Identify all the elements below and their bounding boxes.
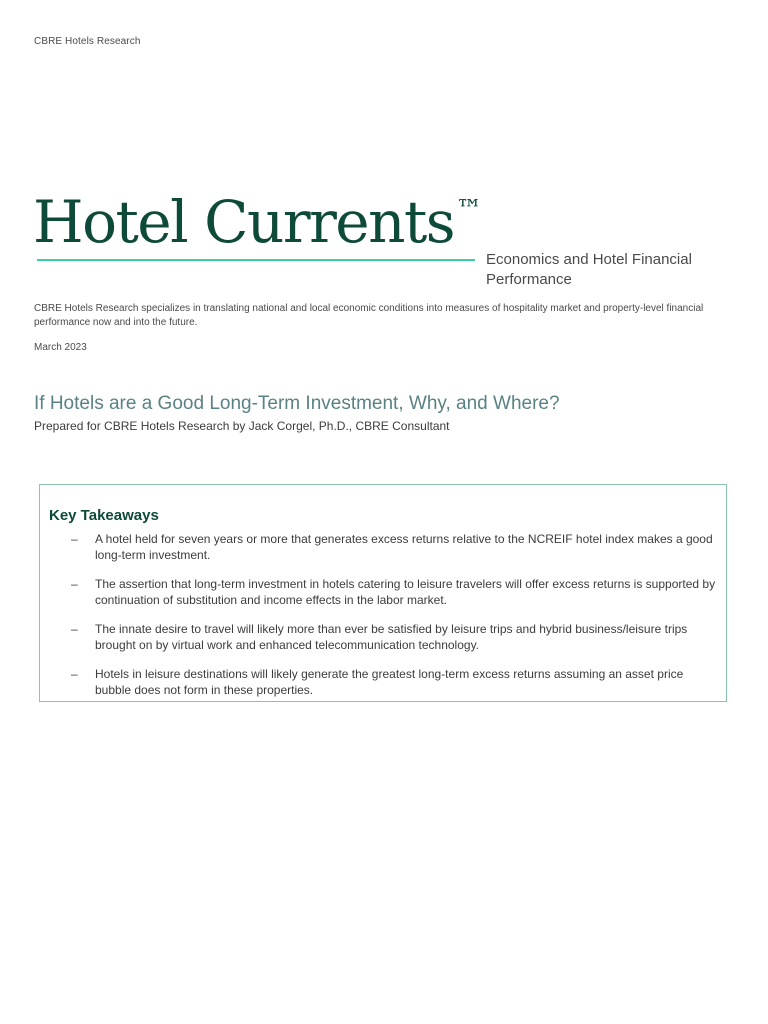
key-takeaways-heading: Key Takeaways [49, 507, 159, 524]
list-item [71, 621, 716, 653]
bullet-dash: – [71, 532, 78, 546]
masthead-title-text: Hotel Currents [33, 188, 455, 256]
intro-description: CBRE Hotels Research specializes in translating national and local economic conditions into measures of hospitality market and property-level financial performance now and into the future. [34, 303, 704, 328]
masthead-title [33, 172, 482, 260]
publication-date: March 2023 [34, 342, 87, 353]
list-item [71, 666, 716, 698]
bullet-dash: – [71, 622, 78, 636]
list-item [71, 531, 716, 563]
article-byline: Prepared for CBRE Hotels Research by Jack Corgel, Ph.D., CBRE Consultant [34, 419, 450, 433]
bullet-dash: – [71, 667, 78, 681]
list-item-text: Hotels in leisure destinations will likely generate the greatest long-term excess returns assuming an asset price bubble does not form in these properties. [95, 667, 684, 697]
list-item-text: A hotel held for seven years or more that generates excess returns relative to the NCREIF hotel index makes a good long-term investment. [95, 532, 713, 562]
masthead-divider [37, 259, 475, 261]
key-takeaways-list [71, 531, 716, 711]
masthead-subtitle: Economics and Hotel Financial Performance [486, 251, 692, 288]
bullet-dash: – [71, 577, 78, 591]
key-takeaways-box [39, 484, 727, 702]
trademark-symbol: ™ [456, 195, 483, 225]
list-item [71, 576, 716, 608]
list-item-text: The innate desire to travel will likely more than ever be satisfied by leisure trips and hybrid business/leisure trips brought on by virtual work and enhanced telecommunication technology. [95, 622, 688, 652]
header-org-name: CBRE Hotels Research [34, 36, 141, 47]
article-title: If Hotels are a Good Long-Term Investment, Why, and Where? [34, 393, 560, 414]
list-item-text: The assertion that long-term investment in hotels catering to leisure travelers will offer excess returns is supported by continuation of substitution and income effects in the labor market. [95, 577, 716, 607]
